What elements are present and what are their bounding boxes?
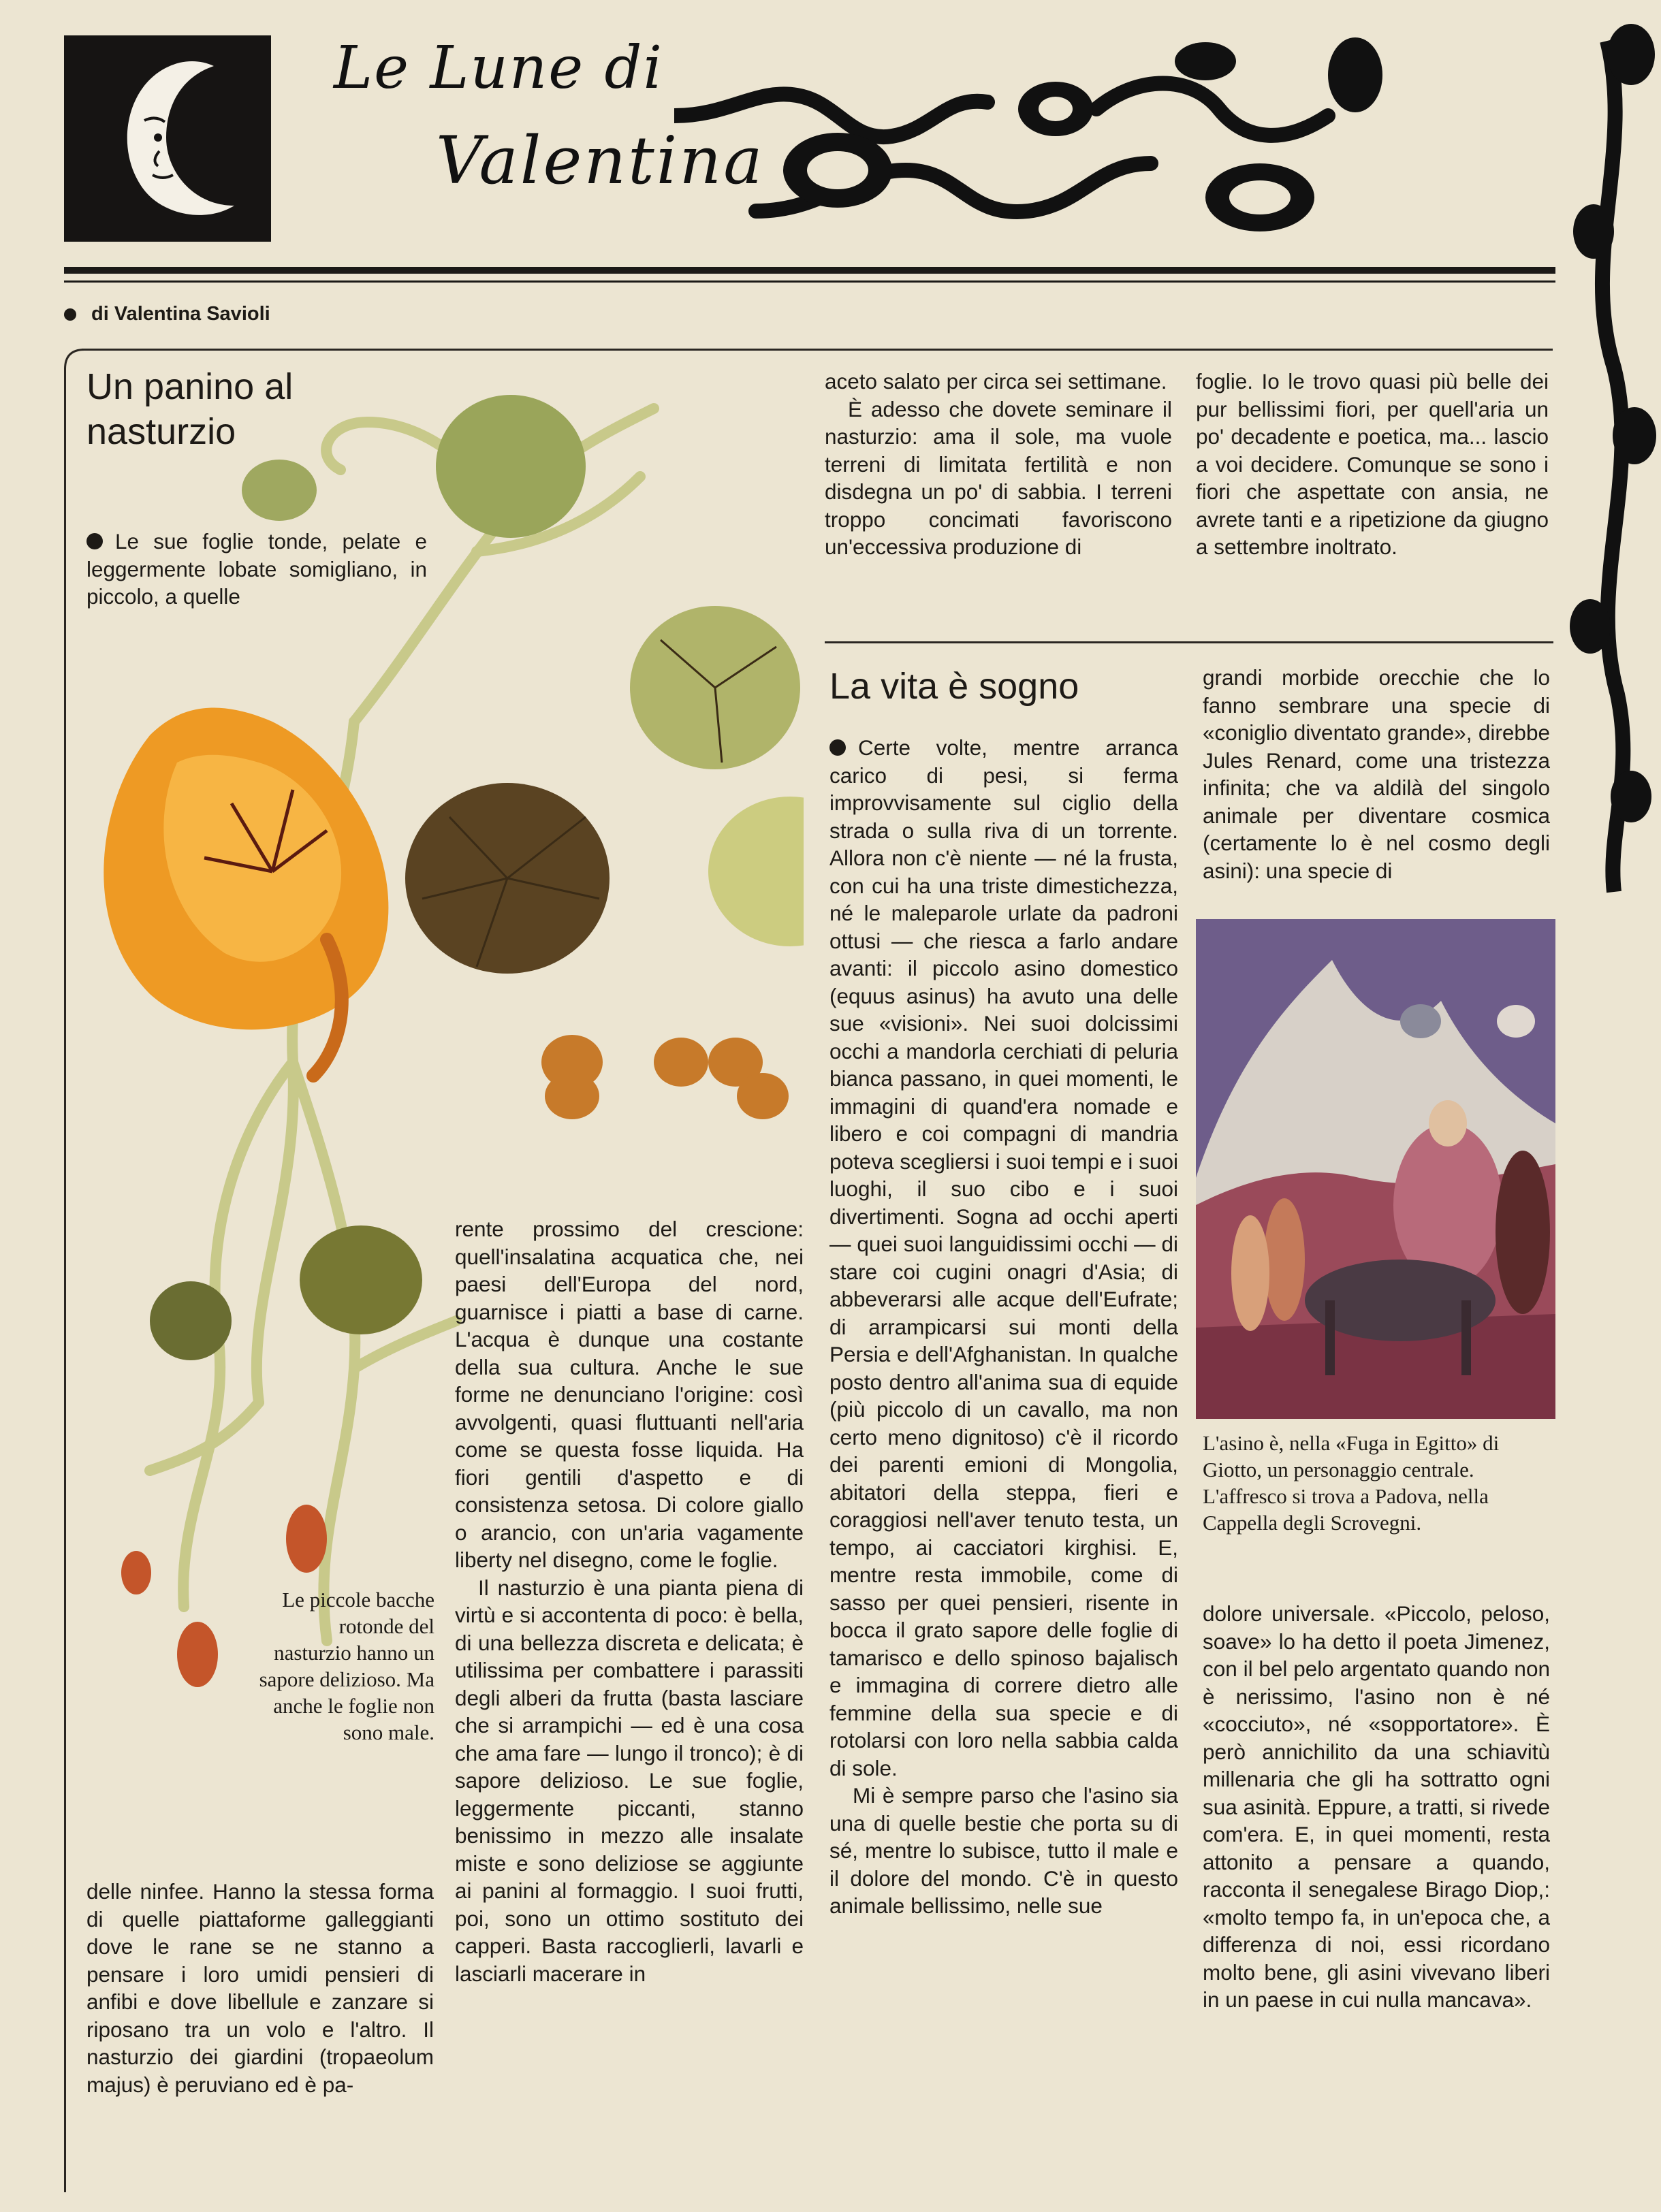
header-rule-thin	[64, 280, 1555, 283]
masthead-title-line1: Le Lune di	[334, 34, 664, 102]
masthead	[320, 14, 1423, 238]
article-left-rule	[64, 368, 66, 2192]
fresco-caption: L'asino è, nella «Fuga in Egitto» di Giotto, un personaggio centrale. L'affresco si trova a Padova, nella Cappella degli Scrovegni.	[1203, 1431, 1500, 1535]
article2-top-rule	[825, 641, 1553, 643]
giotto-fresco-image	[1196, 919, 1555, 1419]
corner-curve	[64, 349, 84, 369]
bullet-icon	[64, 308, 76, 321]
article2-col2-bottom: dolore universale. «Piccolo, peloso, soave» lo ha detto il poeta Jimenez, con il bel pelo argentato quando non è nerissimo, l'asino non è né «cocciuto», né «sopportatore». È però annichilito da una schiavitù millenaria che gli ha sottratto ogni sua asinità. Eppure, a tratti, si rivede com'era. E, in quei momenti, resta attonito a pensare a quando, racconta il senegalese Birago Diop,: «molto tempo fa, in un'epoca che, a differenza di noi, essi ricordano molto bene, gli asini vivevano liberi in un paese in cui nulla mancava».	[1203, 1601, 1550, 2012]
fresco-picture	[1196, 919, 1555, 1419]
scroll-ornament-icon	[674, 34, 1423, 238]
article2-col1: Certe volte, mentre arranca carico di pesi, si ferma improvvisamente sul ciglio della strada o sulla riva di un torrente. Allora non c'è niente — né la frusta, con cui ha una triste dimestichezza, né le maleparole urlate da padroni ottusi — che riesca a farlo andare avanti: il piccolo asino domestico (equus asinus) ha avuto una delle sue «visioni». Nei suoi dolcissimi occhi a mandorla cerchiati di peluria bianca passano, in quei momenti, le immagini di quand'era nomade e libero e coi compagni di mandria poteva scegliersi i suoi tempi e i suoi luoghi, il suo cibo e i suoi divertimenti. Sogna ad occhi aperti — quei suoi languidissimi occhi — di stare coi cugini onagri d'Asia; di abbeverarsi alle acque dell'Eufrate; di arrampicarsi sui monti della Persia e dell'Afghanistan. In qualche posto dentro all'anima sua di equide (più piccolo di un cavallo, ma non certo meno dignitoso) c'è il ricordo dei parenti emioni di Mongolia, abitatori della steppa, fieri e coraggiosi nell'aver tenuto testa, un tempo, ai cacciatori kirghisi. E, mentre resta immobile, come di sasso per quei pensieri, risente in bocca il grato sapore delle foglie di tamarisco e dello spinoso bajalisch e immagina di correre dietro alle femmine della sua specie e di rotolarsi con loro nella sabbia calda di sole. Mi è sempre parso che l'asino sia una di quelle bestie che porta su di sé, mentre lo subisce, tutto il male e il dolore del mondo. C'è in questo animale bellissimo, nelle sue	[829, 735, 1178, 1918]
article1-col3: aceto salato per circa sei settimane. È adesso che dovete seminare il nasturzio: ama il sole, ma vuole terreni di limitata fertilità e non disdegna un po' di sabbia. I terreni troppo concimati favoriscono un'eccessiva produzione di	[825, 369, 1172, 559]
byline: di Valentina Savioli	[64, 303, 270, 325]
bullet-icon	[829, 739, 846, 756]
bullet-icon	[86, 533, 103, 549]
article1-col4: foglie. Io le trovo quasi più belle dei pur bellissimi fiori, per quell'aria un po' decadente e poetica, ma... lascio a voi decidere. Comunque se sono i fiori che aspettate con ansia, ne avrete tanti e a ripetizione da giugno a settembre inoltrato.	[1196, 369, 1549, 559]
article-top-rule	[82, 349, 1553, 351]
article1-col1-top: Le sue foglie tonde, pelate e leggermente lobate somigliano, in piccolo, a quelle	[86, 529, 427, 609]
article1-headline: Un panino al nasturzio	[86, 366, 294, 452]
vine-border-icon	[1566, 14, 1661, 899]
article1-col2: rente prossimo del crescione: quell'insalatina acquatica che, nei paesi dell'Europa del nord, guarnisce i piatti a base di carne. L'acqua è dunque una costante della sua cultura. Anche le sue forme ne denunciano l'origine: così avvolgenti, quasi fluttuanti nell'aria come se questa fosse liquida. Ha fiori gentili d'aspetto e di consistenza setosa. Di colore giallo o arancio, con un'aria vagamente liberty nel disegno, come le foglie. Il nasturzio è una pianta piena di virtù e si accontenta di poco: è bella, di una bellezza discreta e delicata; è utilissima per combattere i parassiti degli alberi da frutta (basta lasciare che si arrampichi — ed è una cosa che ama fare — lungo il tronco); è di sapore delizioso. Le sue foglie, leggermente piccanti, stanno benissimo in mezzo alle insalate miste e sono deliziose se aggiunte ai panini al formaggio. I suoi frutti, poi, sono un ottimo sostituto dei capperi. Basta raccoglierli, lavarli e lasciarli macerare in	[455, 1217, 804, 1986]
article1-caption: Le piccole bacche rotonde del nasturzio hanno un sapore delizioso. Ma anche le foglie non sono male.	[259, 1588, 434, 1744]
article2-headline: La vita è sogno	[829, 666, 1079, 707]
masthead-title-line2: Valentina	[436, 123, 765, 199]
article2-col2-top: grandi morbide orecchie che lo fanno sembrare una specie di «coniglio diventato grande», direbbe Jules Renard, come una tristezza infinita; che va aldilà del singolo animale per diventare cosmica (certamente lo è nel cosmo degli asini): una specie di	[1203, 665, 1550, 883]
masthead-logo	[64, 35, 271, 242]
header-rule-thick	[64, 267, 1555, 274]
article1-col1-bottom: delle ninfee. Hanno la stessa forma di quelle piattaforme galleggianti dove le rane se ne stanno a pensare i loro umidi pensieri di anfibi e dove libellule e zanzare si riposano tra un volo e l'altro. Il nasturzio dei giardini (tropaeolum majus) è peruviano ed è pa-	[86, 1879, 434, 2097]
crescent-moon-face-icon	[64, 35, 271, 242]
